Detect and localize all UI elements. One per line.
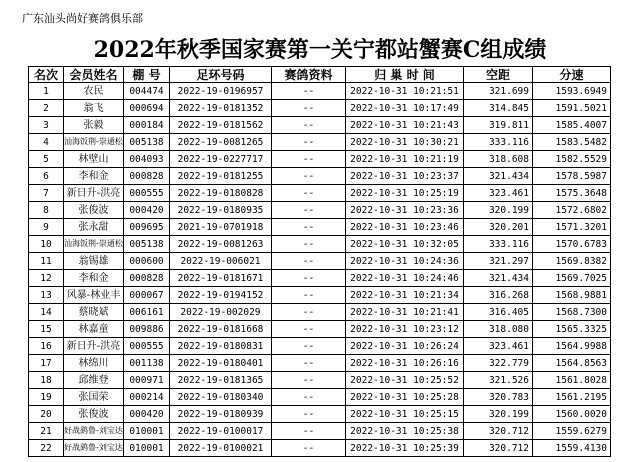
cell-speed: 1575.3648 bbox=[533, 185, 611, 202]
cell-speed: 1559.4130 bbox=[533, 440, 611, 457]
cell-member-name: 蔡晓斌 bbox=[64, 304, 124, 321]
table-row bbox=[29, 372, 611, 389]
table-row bbox=[29, 338, 611, 355]
cell-ring-number: 2022-19-0180828 bbox=[170, 185, 272, 202]
cell-ring-number: 2022-19-0196957 bbox=[170, 83, 272, 100]
cell-member-name: 农民 bbox=[64, 83, 124, 100]
cell-arrival-time: 2022-10-31 10:25:39 bbox=[346, 440, 464, 457]
cell-arrival-time: 2022-10-31 10:25:52 bbox=[346, 372, 464, 389]
cell-loft-number: 004093 bbox=[124, 151, 170, 168]
cell-member-name: 好战鹞鲁-刘宝达 bbox=[64, 440, 124, 457]
cell-distance: 320.201 bbox=[464, 219, 533, 236]
cell-ring-number: 2022-19-0100017 bbox=[170, 423, 272, 440]
cell-loft-number: 000184 bbox=[124, 117, 170, 134]
cell-speed: 1569.8382 bbox=[533, 253, 611, 270]
cell-arrival-time: 2022-10-31 10:32:05 bbox=[346, 236, 464, 253]
cell-distance: 321.699 bbox=[464, 83, 533, 100]
cell-arrival-time: 2022-10-31 10:23:12 bbox=[346, 321, 464, 338]
cell-rank: 20 bbox=[29, 406, 64, 423]
cell-pigeon-info: -- bbox=[272, 219, 346, 236]
cell-rank: 12 bbox=[29, 270, 64, 287]
cell-loft-number: 000828 bbox=[124, 168, 170, 185]
table-row bbox=[29, 151, 611, 168]
table-row bbox=[29, 134, 611, 151]
cell-ring-number: 2022-19-0194152 bbox=[170, 287, 272, 304]
cell-distance: 321.434 bbox=[464, 270, 533, 287]
cell-loft-number: 000555 bbox=[124, 185, 170, 202]
cell-member-name: 好战鹞鲁-刘宝达 bbox=[64, 423, 124, 440]
cell-speed: 1564.9988 bbox=[533, 338, 611, 355]
table-row bbox=[29, 100, 611, 117]
table-row bbox=[29, 117, 611, 134]
cell-loft-number: 000420 bbox=[124, 406, 170, 423]
cell-rank: 10 bbox=[29, 236, 64, 253]
table-row bbox=[29, 236, 611, 253]
table-row bbox=[29, 423, 611, 440]
cell-arrival-time: 2022-10-31 10:21:51 bbox=[346, 83, 464, 100]
cell-distance: 321.297 bbox=[464, 253, 533, 270]
cell-arrival-time: 2022-10-31 10:24:46 bbox=[346, 270, 464, 287]
cell-speed: 1568.7300 bbox=[533, 304, 611, 321]
cell-member-name: 风暴-林业丰 bbox=[64, 287, 124, 304]
table-row bbox=[29, 355, 611, 372]
cell-arrival-time: 2022-10-31 10:23:46 bbox=[346, 219, 464, 236]
cell-loft-number: 005138 bbox=[124, 236, 170, 253]
header-pigeon-info: 赛鸽资料 bbox=[272, 67, 346, 83]
header-loft-number: 棚 号 bbox=[124, 67, 170, 83]
cell-ring-number: 2022-19-0181365 bbox=[170, 372, 272, 389]
cell-arrival-time: 2022-10-31 10:21:34 bbox=[346, 287, 464, 304]
cell-speed: 1561.2195 bbox=[533, 389, 611, 406]
cell-distance: 314.845 bbox=[464, 100, 533, 117]
cell-member-name: 翁锡雄 bbox=[64, 253, 124, 270]
header-row bbox=[29, 67, 611, 83]
cell-ring-number: 2022-19-002029 bbox=[170, 304, 272, 321]
cell-loft-number: 000555 bbox=[124, 338, 170, 355]
cell-arrival-time: 2022-10-31 10:24:36 bbox=[346, 253, 464, 270]
cell-pigeon-info: -- bbox=[272, 338, 346, 355]
cell-loft-number: 000600 bbox=[124, 253, 170, 270]
cell-member-name: 张永甜 bbox=[64, 219, 124, 236]
cell-loft-number: 000067 bbox=[124, 287, 170, 304]
cell-ring-number: 2022-19-0180340 bbox=[170, 389, 272, 406]
cell-member-name: 汕海饭荆-崇通松 bbox=[64, 236, 124, 253]
header-arrival-time: 归 巢 时 间 bbox=[346, 67, 464, 83]
cell-arrival-time: 2022-10-31 10:25:15 bbox=[346, 406, 464, 423]
cell-pigeon-info: -- bbox=[272, 253, 346, 270]
cell-pigeon-info: -- bbox=[272, 440, 346, 457]
header-rank: 名次 bbox=[29, 67, 64, 83]
cell-rank: 5 bbox=[29, 151, 64, 168]
table-row bbox=[29, 185, 611, 202]
cell-member-name: 张俊波 bbox=[64, 406, 124, 423]
page-title: 2022年秋季国家赛第一关宁都站蟹赛C组成绩 bbox=[93, 37, 547, 63]
cell-distance: 319.811 bbox=[464, 117, 533, 134]
cell-rank: 19 bbox=[29, 389, 64, 406]
cell-distance: 323.461 bbox=[464, 338, 533, 355]
cell-member-name: 林绵川 bbox=[64, 355, 124, 372]
table-row bbox=[29, 321, 611, 338]
cell-distance: 320.199 bbox=[464, 202, 533, 219]
header-ring-number: 足环号码 bbox=[170, 67, 272, 83]
cell-loft-number: 000214 bbox=[124, 389, 170, 406]
cell-distance: 321.526 bbox=[464, 372, 533, 389]
cell-ring-number: 2022-19-0180401 bbox=[170, 355, 272, 372]
cell-pigeon-info: -- bbox=[272, 202, 346, 219]
cell-arrival-time: 2022-10-31 10:25:28 bbox=[346, 389, 464, 406]
cell-speed: 1582.5529 bbox=[533, 151, 611, 168]
cell-arrival-time: 2022-10-31 10:23:36 bbox=[346, 202, 464, 219]
cell-distance: 320.712 bbox=[464, 440, 533, 457]
table-row bbox=[29, 253, 611, 270]
cell-distance: 333.116 bbox=[464, 134, 533, 151]
table-body bbox=[29, 83, 611, 457]
cell-loft-number: 006161 bbox=[124, 304, 170, 321]
cell-distance: 321.434 bbox=[464, 168, 533, 185]
cell-speed: 1564.8563 bbox=[533, 355, 611, 372]
cell-distance: 316.405 bbox=[464, 304, 533, 321]
cell-rank: 18 bbox=[29, 372, 64, 389]
cell-rank: 3 bbox=[29, 117, 64, 134]
cell-speed: 1561.8028 bbox=[533, 372, 611, 389]
cell-rank: 7 bbox=[29, 185, 64, 202]
cell-rank: 16 bbox=[29, 338, 64, 355]
cell-arrival-time: 2022-10-31 10:21:19 bbox=[346, 151, 464, 168]
cell-ring-number: 2022-19-0181352 bbox=[170, 100, 272, 117]
cell-pigeon-info: -- bbox=[272, 270, 346, 287]
cell-rank: 1 bbox=[29, 83, 64, 100]
cell-loft-number: 000971 bbox=[124, 372, 170, 389]
table-row bbox=[29, 83, 611, 100]
results-table bbox=[28, 66, 611, 457]
cell-rank: 6 bbox=[29, 168, 64, 185]
cell-pigeon-info: -- bbox=[272, 117, 346, 134]
cell-member-name: 张国荣 bbox=[64, 389, 124, 406]
cell-member-name: 新日升-洪亮 bbox=[64, 185, 124, 202]
cell-pigeon-info: -- bbox=[272, 151, 346, 168]
cell-ring-number: 2022-19-0180831 bbox=[170, 338, 272, 355]
cell-ring-number: 2022-19-006021 bbox=[170, 253, 272, 270]
cell-distance: 322.779 bbox=[464, 355, 533, 372]
cell-member-name: 李和金 bbox=[64, 270, 124, 287]
cell-loft-number: 001138 bbox=[124, 355, 170, 372]
cell-loft-number: 010001 bbox=[124, 423, 170, 440]
cell-ring-number: 2022-19-0081263 bbox=[170, 236, 272, 253]
cell-distance: 318.080 bbox=[464, 321, 533, 338]
cell-ring-number: 2021-19-0701918 bbox=[170, 219, 272, 236]
cell-rank: 22 bbox=[29, 440, 64, 457]
cell-distance: 323.461 bbox=[464, 185, 533, 202]
cell-pigeon-info: -- bbox=[272, 134, 346, 151]
cell-pigeon-info: -- bbox=[272, 100, 346, 117]
table-row bbox=[29, 202, 611, 219]
cell-speed: 1570.6783 bbox=[533, 236, 611, 253]
cell-pigeon-info: -- bbox=[272, 168, 346, 185]
cell-member-name: 李和金 bbox=[64, 168, 124, 185]
header-speed: 分速 bbox=[533, 67, 611, 83]
cell-member-name: 邱维登 bbox=[64, 372, 124, 389]
cell-pigeon-info: -- bbox=[272, 287, 346, 304]
cell-rank: 2 bbox=[29, 100, 64, 117]
cell-speed: 1565.3325 bbox=[533, 321, 611, 338]
cell-speed: 1559.6279 bbox=[533, 423, 611, 440]
table-row bbox=[29, 304, 611, 321]
header-distance: 空距 bbox=[464, 67, 533, 83]
cell-pigeon-info: -- bbox=[272, 372, 346, 389]
cell-ring-number: 2022-19-0181668 bbox=[170, 321, 272, 338]
cell-loft-number: 000420 bbox=[124, 202, 170, 219]
cell-loft-number: 000694 bbox=[124, 100, 170, 117]
cell-arrival-time: 2022-10-31 10:25:38 bbox=[346, 423, 464, 440]
header-member-name: 会员姓名 bbox=[64, 67, 124, 83]
cell-loft-number: 009695 bbox=[124, 219, 170, 236]
cell-arrival-time: 2022-10-31 10:17:49 bbox=[346, 100, 464, 117]
cell-arrival-time: 2022-10-31 10:21:41 bbox=[346, 304, 464, 321]
cell-speed: 1569.7025 bbox=[533, 270, 611, 287]
table-row bbox=[29, 440, 611, 457]
table-row bbox=[29, 270, 611, 287]
cell-pigeon-info: -- bbox=[272, 185, 346, 202]
cell-distance: 320.712 bbox=[464, 423, 533, 440]
cell-pigeon-info: -- bbox=[272, 304, 346, 321]
cell-member-name: 林嘉童 bbox=[64, 321, 124, 338]
cell-ring-number: 2022-19-0100021 bbox=[170, 440, 272, 457]
cell-member-name: 新日升-洪亮 bbox=[64, 338, 124, 355]
cell-member-name: 张毅 bbox=[64, 117, 124, 134]
cell-speed: 1560.0020 bbox=[533, 406, 611, 423]
cell-rank: 4 bbox=[29, 134, 64, 151]
cell-ring-number: 2022-19-0081265 bbox=[170, 134, 272, 151]
cell-arrival-time: 2022-10-31 10:25:19 bbox=[346, 185, 464, 202]
cell-speed: 1572.6802 bbox=[533, 202, 611, 219]
cell-loft-number: 010001 bbox=[124, 440, 170, 457]
cell-ring-number: 2022-19-0181255 bbox=[170, 168, 272, 185]
cell-member-name: 翁飞 bbox=[64, 100, 124, 117]
table-row bbox=[29, 406, 611, 423]
cell-arrival-time: 2022-10-31 10:26:16 bbox=[346, 355, 464, 372]
cell-member-name: 汕海饭荆-崇通松 bbox=[64, 134, 124, 151]
cell-pigeon-info: -- bbox=[272, 423, 346, 440]
cell-ring-number: 2022-19-0181562 bbox=[170, 117, 272, 134]
cell-pigeon-info: -- bbox=[272, 406, 346, 423]
table-row bbox=[29, 219, 611, 236]
cell-rank: 15 bbox=[29, 321, 64, 338]
cell-speed: 1591.5021 bbox=[533, 100, 611, 117]
cell-arrival-time: 2022-10-31 10:26:24 bbox=[346, 338, 464, 355]
cell-rank: 14 bbox=[29, 304, 64, 321]
cell-distance: 316.268 bbox=[464, 287, 533, 304]
cell-distance: 320.783 bbox=[464, 389, 533, 406]
cell-rank: 11 bbox=[29, 253, 64, 270]
cell-rank: 8 bbox=[29, 202, 64, 219]
cell-rank: 21 bbox=[29, 423, 64, 440]
cell-speed: 1578.5987 bbox=[533, 168, 611, 185]
table-row bbox=[29, 168, 611, 185]
club-name: 广东汕头尚好赛鸽俱乐部 bbox=[22, 12, 143, 25]
cell-ring-number: 2022-19-0227717 bbox=[170, 151, 272, 168]
cell-arrival-time: 2022-10-31 10:23:37 bbox=[346, 168, 464, 185]
cell-rank: 13 bbox=[29, 287, 64, 304]
cell-rank: 9 bbox=[29, 219, 64, 236]
cell-loft-number: 004474 bbox=[124, 83, 170, 100]
cell-pigeon-info: -- bbox=[272, 355, 346, 372]
cell-distance: 333.116 bbox=[464, 236, 533, 253]
cell-speed: 1593.6949 bbox=[533, 83, 611, 100]
cell-speed: 1583.5482 bbox=[533, 134, 611, 151]
cell-arrival-time: 2022-10-31 10:30:21 bbox=[346, 134, 464, 151]
cell-pigeon-info: -- bbox=[272, 321, 346, 338]
cell-ring-number: 2022-19-0181671 bbox=[170, 270, 272, 287]
cell-speed: 1585.4007 bbox=[533, 117, 611, 134]
cell-speed: 1571.3201 bbox=[533, 219, 611, 236]
cell-arrival-time: 2022-10-31 10:21:43 bbox=[346, 117, 464, 134]
cell-loft-number: 009886 bbox=[124, 321, 170, 338]
cell-loft-number: 005138 bbox=[124, 134, 170, 151]
cell-rank: 17 bbox=[29, 355, 64, 372]
cell-ring-number: 2022-19-0180935 bbox=[170, 202, 272, 219]
cell-member-name: 林壁山 bbox=[64, 151, 124, 168]
cell-distance: 318.608 bbox=[464, 151, 533, 168]
cell-speed: 1568.9881 bbox=[533, 287, 611, 304]
table-row bbox=[29, 287, 611, 304]
table-row bbox=[29, 389, 611, 406]
cell-pigeon-info: -- bbox=[272, 236, 346, 253]
cell-ring-number: 2022-19-0180939 bbox=[170, 406, 272, 423]
cell-pigeon-info: -- bbox=[272, 389, 346, 406]
cell-member-name: 张俊波 bbox=[64, 202, 124, 219]
cell-pigeon-info: -- bbox=[272, 83, 346, 100]
cell-distance: 320.199 bbox=[464, 406, 533, 423]
cell-loft-number: 000828 bbox=[124, 270, 170, 287]
